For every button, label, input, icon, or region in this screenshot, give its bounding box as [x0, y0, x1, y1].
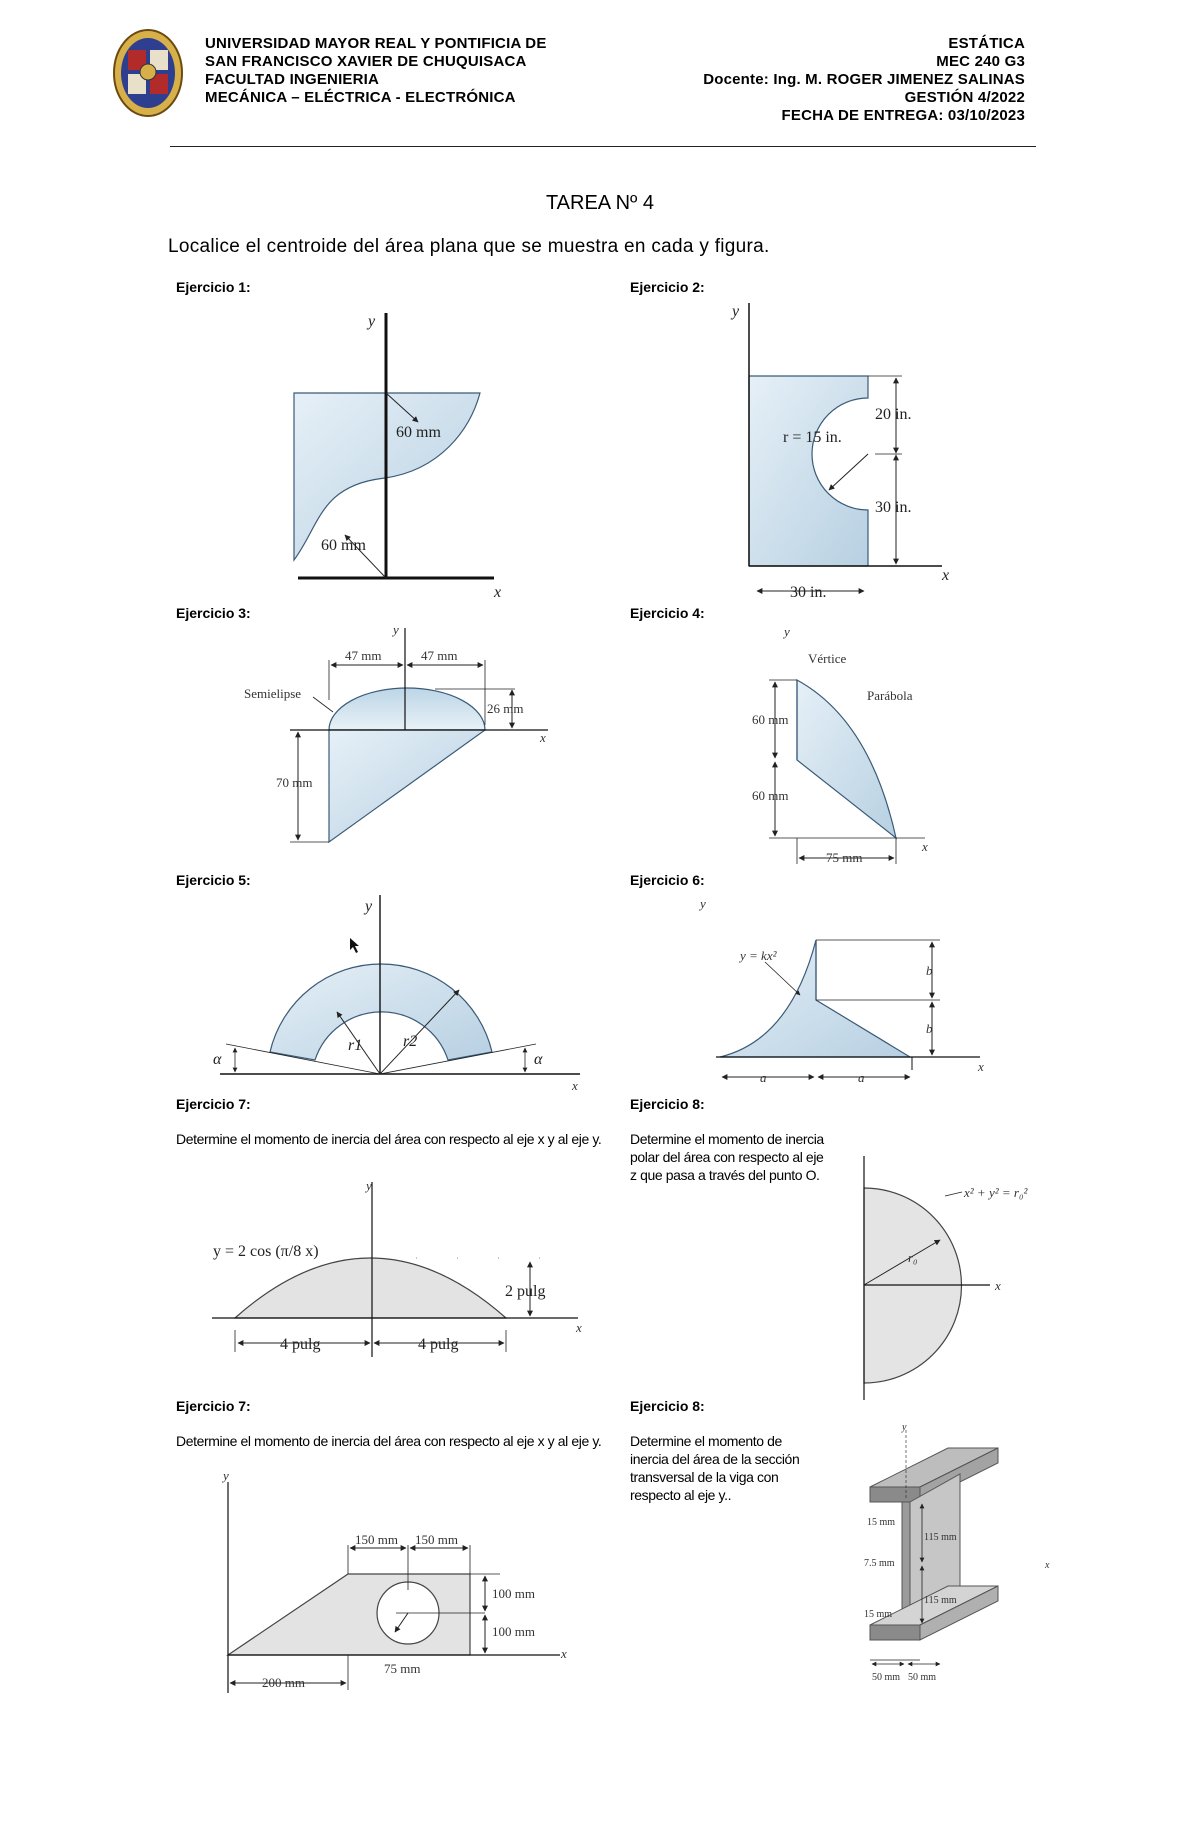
svg-text:100 mm: 100 mm — [492, 1586, 535, 1601]
svg-text:x: x — [1045, 1560, 1050, 1571]
svg-text:47 mm: 47 mm — [421, 648, 458, 663]
figure-6 — [698, 896, 984, 1085]
svg-text:30 in.: 30 in. — [790, 584, 827, 601]
fig1-lower-dim: 60 mm — [321, 537, 366, 554]
cursor-icon — [350, 938, 359, 953]
svg-text:15 mm: 15 mm — [864, 1609, 893, 1620]
svg-text:r₀: r₀ — [908, 1250, 918, 1265]
exercise-5-label: Ejercicio 5: — [176, 872, 251, 888]
svg-text:4 pulg: 4 pulg — [418, 1336, 459, 1353]
svg-text:2 pulg: 2 pulg — [505, 1283, 546, 1300]
svg-text:x: x — [922, 839, 928, 854]
svg-text:200 mm: 200 mm — [262, 1675, 305, 1690]
figure-7b — [221, 1468, 567, 1693]
svg-text:115 mm: 115 mm — [924, 1532, 957, 1543]
svg-text:y: y — [393, 622, 399, 637]
svg-text:x: x — [561, 1646, 567, 1661]
svg-text:Parábola: Parábola — [867, 688, 913, 703]
svg-text:x² + y² = r₀²: x² + y² = r₀² — [964, 1185, 1028, 1200]
svg-text:x: x — [942, 567, 950, 584]
svg-text:150 mm: 150 mm — [415, 1532, 458, 1547]
svg-text:Vértice: Vértice — [808, 651, 847, 666]
svg-text:y: y — [784, 624, 790, 639]
svg-text:75 mm: 75 mm — [826, 850, 863, 865]
page-title: TAREA Nº 4 — [545, 192, 655, 214]
figure-3 — [244, 622, 548, 842]
figure-4 — [752, 624, 928, 865]
exercise-3-label: Ejercicio 3: — [176, 605, 251, 621]
svg-text:r = 15 in.: r = 15 in. — [783, 429, 842, 446]
svg-text:y = 2 cos (π/8 x): y = 2 cos (π/8 x) — [213, 1243, 319, 1260]
svg-text:x: x — [978, 1059, 984, 1074]
exercise-8-label: Ejercicio 8: — [630, 1096, 705, 1112]
exercise-7b-label: Ejercicio 7: — [176, 1398, 251, 1414]
svg-text:60 mm: 60 mm — [752, 788, 789, 803]
svg-text:x: x — [494, 584, 502, 601]
figure-5 — [213, 895, 580, 1093]
svg-text:y: y — [368, 313, 376, 330]
svg-text:60 mm: 60 mm — [752, 712, 789, 727]
figure-1 — [294, 313, 501, 601]
svg-text:Semielipse: Semielipse — [244, 686, 302, 701]
svg-text:y = kx²: y = kx² — [740, 948, 777, 963]
figure-7 — [212, 1178, 582, 1357]
exercise-8b-text: Determine el momento de inercia del área de la sección transversal de la viga con respecto al eje y.. — [630, 1433, 800, 1503]
intro-instruction: Localice el centroide del área plana que se muestra en cada y figura. — [168, 236, 770, 257]
svg-text:x: x — [995, 1278, 1001, 1293]
svg-text:15 mm: 15 mm — [867, 1517, 896, 1528]
svg-text:150 mm: 150 mm — [355, 1532, 398, 1547]
svg-text:r2: r2 — [403, 1033, 418, 1050]
exercise-7-label: Ejercicio 7: — [176, 1096, 251, 1112]
svg-text:47 mm: 47 mm — [345, 648, 382, 663]
exercise-4-label: Ejercicio 4: — [630, 605, 705, 621]
svg-text:α: α — [534, 1051, 543, 1068]
svg-text:30 in.: 30 in. — [875, 499, 912, 516]
svg-text:y: y — [366, 1178, 372, 1193]
exercise-8-text: Determine el momento de inercia polar del área con respecto al eje z que pasa a través del punto O. — [630, 1131, 824, 1183]
header-institution: UNIVERSIDAD MAYOR REAL Y PONTIFICIA DE SAN FRANCISCO XAVIER DE CHUQUISACA FACULTAD INGENIERIA MECÁNICA – ELÉCTRICA - ELECTRÓNICA — [205, 35, 547, 106]
svg-text:b: b — [926, 1021, 933, 1036]
svg-text:y: y — [902, 1422, 907, 1433]
figure-8b — [864, 1422, 1050, 1683]
svg-text:x: x — [576, 1320, 582, 1335]
svg-text:y: y — [223, 1468, 229, 1483]
svg-text:a: a — [858, 1070, 865, 1085]
exercise-7b-text: Determine el momento de inercia del área con respecto al eje x y al eje y. — [176, 1433, 602, 1449]
figure-2 — [730, 303, 949, 601]
svg-text:50 mm: 50 mm — [908, 1672, 937, 1683]
exercise-7-text: Determine el momento de inercia del área con respecto al eje x y al eje y. — [176, 1131, 602, 1147]
svg-text:b: b — [926, 963, 933, 978]
svg-text:26 mm: 26 mm — [487, 701, 524, 716]
svg-text:7.5 mm: 7.5 mm — [864, 1558, 895, 1569]
svg-text:y: y — [365, 898, 373, 915]
figure-8 — [864, 1156, 1028, 1400]
svg-text:x: x — [572, 1078, 578, 1093]
svg-text:α: α — [213, 1051, 222, 1068]
exercise-6-label: Ejercicio 6: — [630, 872, 705, 888]
svg-text:70 mm: 70 mm — [276, 775, 313, 790]
svg-text:20 in.: 20 in. — [875, 406, 912, 423]
exercise-1-label: Ejercicio 1: — [176, 279, 251, 295]
svg-text:4 pulg: 4 pulg — [280, 1336, 321, 1353]
svg-text:r1: r1 — [348, 1037, 363, 1054]
svg-text:75 mm: 75 mm — [384, 1661, 421, 1676]
exercise-2-label: Ejercicio 2: — [630, 279, 705, 295]
svg-text:115 mm: 115 mm — [924, 1595, 957, 1606]
svg-text:100 mm: 100 mm — [492, 1624, 535, 1639]
exercise-8b-label: Ejercicio 8: — [630, 1398, 705, 1414]
fig1-upper-dim: 60 mm — [396, 424, 441, 441]
svg-text:y: y — [732, 303, 740, 320]
svg-text:50 mm: 50 mm — [872, 1672, 901, 1683]
header-course-info: ESTÁTICA MEC 240 G3 Docente: Ing. M. ROGER JIMENEZ SALINAS GESTIÓN 4/2022 FECHA DE ENTREGA: 03/10/2023 — [703, 35, 1025, 124]
svg-text:a: a — [760, 1070, 767, 1085]
svg-text:y: y — [700, 896, 706, 911]
svg-text:x: x — [540, 730, 546, 745]
